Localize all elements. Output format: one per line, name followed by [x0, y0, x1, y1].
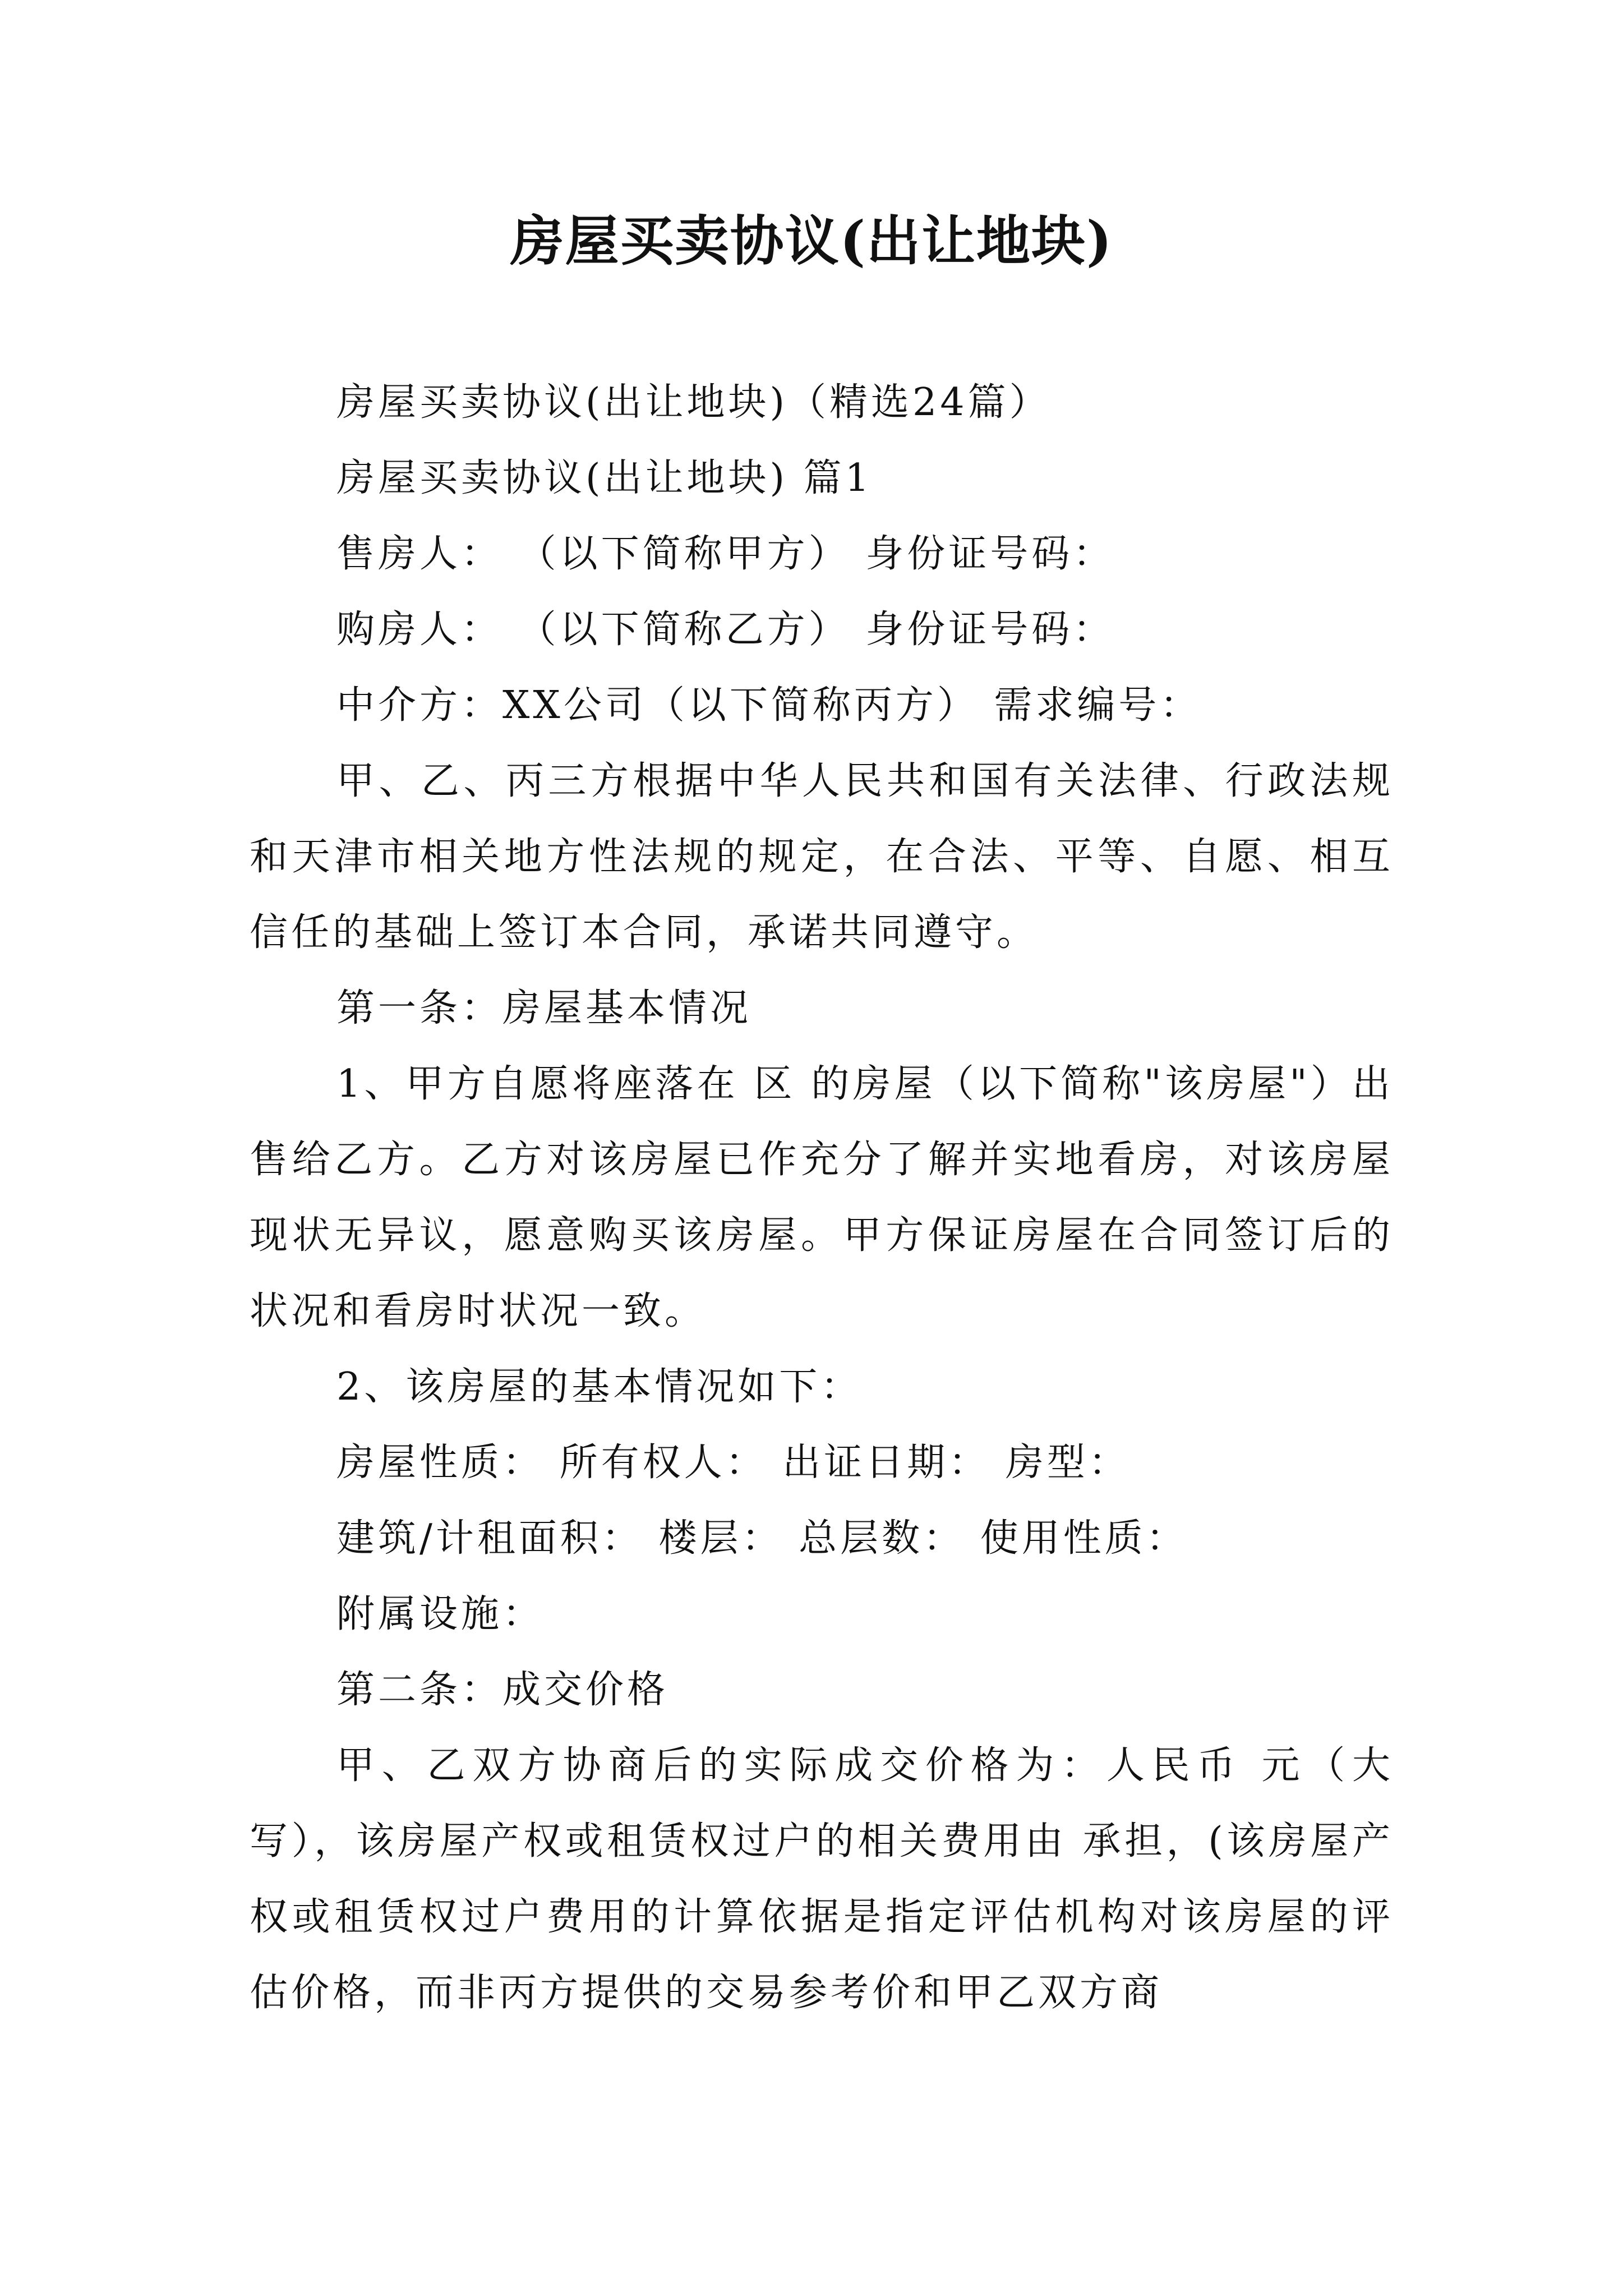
paragraph-subtitle: 房屋买卖协议(出让地块)（精选24篇） [336, 380, 1051, 425]
paragraph-article-1-item-1: 1、甲方自愿将座落在 区 的房屋（以下简称"该房屋"）出售给乙方。乙方对该房屋已作充分了解并实地看房，对该房屋现状无异议，愿意购买该房屋。甲方保证房屋在合同签订后的状况和看房时状况一致。 [250, 1062, 1394, 1333]
paragraph-seller: 售房人： （以下简称甲方） 身份证号码： [336, 532, 1115, 576]
paragraph-buyer: 购房人： （以下简称乙方） 身份证号码： [336, 608, 1115, 652]
document-title: 房屋买卖协议(出让地块) [510, 209, 1113, 273]
paragraph-facilities: 附属设施： [336, 1592, 545, 1636]
document-body [250, 365, 1394, 2031]
paragraph-article-1-item-2: 2、该房屋的基本情况如下： [336, 1365, 863, 1409]
paragraph-preamble: 甲、乙、丙三方根据中华人民共和国有关法律、行政法规和天津市相关地方性法规的规定，在合法、平等、自愿、相互信任的基础上签订本合同，承诺共同遵守。 [250, 759, 1394, 955]
paragraph-article-1-heading: 第一条：房屋基本情况 [336, 986, 752, 1030]
paragraph-property-area: 建筑/计租面积： 楼层： 总层数： 使用性质： [336, 1516, 1188, 1561]
paragraph-price: 甲、乙双方协商后的实际成交价格为：人民币 元（大写），该房屋产权或租赁权过户的相关费用由 承担，(该房屋产权或租赁权过户费用的计算依据是指定评估机构对该房屋的评估价格，而非丙方提供的交易参考价和甲乙双方商 [250, 1743, 1394, 2015]
paragraph-section-heading: 房屋买卖协议(出让地块) 篇1 [336, 456, 873, 500]
paragraph-property-nature: 房屋性质： 所有权人： 出证日期： 房型： [336, 1441, 1130, 1485]
paragraph-agency: 中介方：XX公司（以下简称丙方） 需求编号： [336, 683, 1202, 728]
paragraph-article-2-heading: 第二条：成交价格 [336, 1668, 669, 1712]
